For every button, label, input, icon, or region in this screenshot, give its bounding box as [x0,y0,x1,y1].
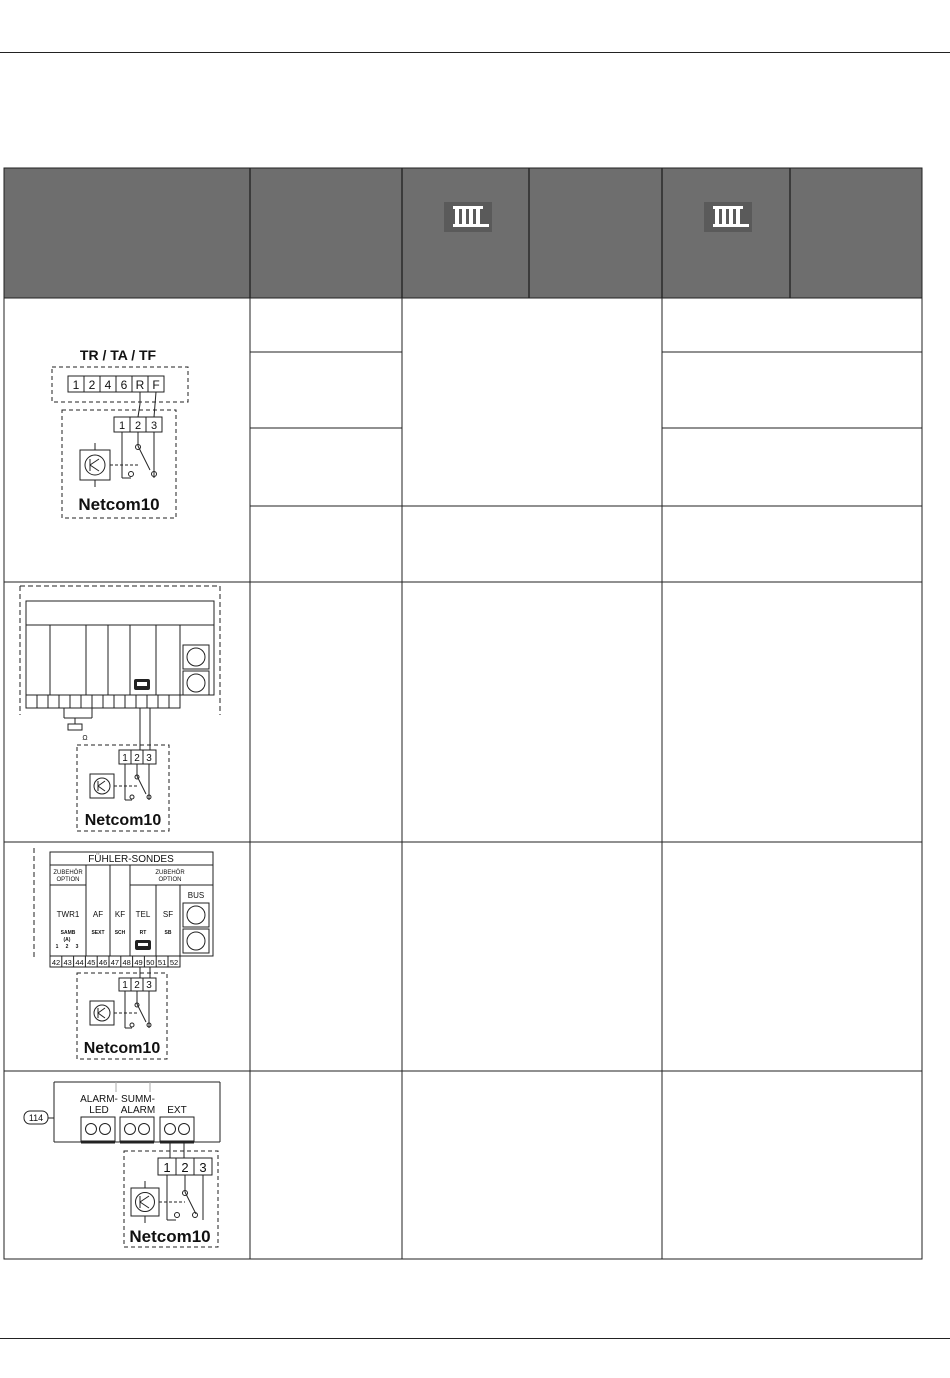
terminal-number: 52 [169,958,179,967]
sensor-sub-label: 3 [75,944,79,950]
terminal-label: 1 [72,378,80,392]
socket-icon [183,903,209,953]
terminal-label: 3 [199,1160,207,1175]
terminal-label: 1 [163,1160,171,1175]
sensor-sub-label: SCH [114,930,126,936]
module-name: Netcom10 [129,1227,211,1246]
sensor-sub-label: RT [139,930,147,936]
terminal-number: 51 [157,958,167,967]
terminal-number: 45 [87,958,96,967]
module-name: Netcom10 [84,812,162,829]
terminal-number: 49 [134,958,143,967]
terminal-number: 43 [63,958,72,967]
terminal-label: 3 [150,420,158,432]
bus-label: BUS [187,891,205,900]
sensor-column-label: KF [114,910,126,919]
terminal-label: 3 [146,753,152,764]
terminal-label: R [135,378,145,392]
alarm-led-label: LED [89,1105,109,1116]
terminal-label: 2 [181,1160,189,1175]
terminal-label: 4 [104,378,112,392]
terminal-label: 1 [118,420,126,432]
radiator-icon [444,202,492,232]
wiring-diagram-control-unit [20,586,220,831]
module-name: Netcom10 [78,495,160,514]
telephone-icon [135,940,151,950]
option-label: OPTION [158,877,182,883]
reference-number: 114 [28,1113,44,1123]
radiator-icon [704,202,752,232]
diagram-title: TR / TA / TF [79,347,157,363]
sensor-header: FÜHLER-SONDES [88,854,174,865]
sensor-column-label: SF [162,910,174,919]
terminal-label: 2 [134,420,142,432]
resistor-label: Ω [82,735,88,742]
option-label: ZUBEHÖR [155,870,185,876]
wiring-diagram-alarm [24,1082,220,1247]
terminal-label: 6 [120,378,128,392]
summ-alarm-label: SUMM- [121,1094,155,1105]
socket-icon [183,645,209,695]
terminal-label: 2 [134,980,140,991]
terminal-label: 3 [146,980,152,991]
terminal-number: 48 [122,958,131,967]
sensor-sub-label: 1 [55,944,59,950]
sensor-column-label: AF [92,910,104,919]
terminal-number: 50 [146,958,155,967]
wiring-diagram-thermostat [52,347,188,518]
alarm-led-label: ALARM- [80,1094,118,1105]
wiring-diagram-sensor-terminals [34,848,213,1059]
terminal-label: 2 [88,378,96,392]
terminal-number: 47 [110,958,120,967]
ext-label: EXT [167,1105,187,1116]
sensor-sub-label: (A) [63,937,71,943]
terminal-label: F [152,378,160,392]
sensor-sub-label: 2 [65,944,69,950]
terminal-number: 46 [98,958,108,967]
terminal-label: 1 [122,980,128,991]
module-name: Netcom10 [83,1040,161,1057]
telephone-icon [134,679,150,690]
terminal-label: 2 [134,753,140,764]
terminal-number: 44 [75,958,84,967]
sensor-sub-label: SEXT [91,930,105,936]
summ-alarm-label: ALARM [120,1105,156,1116]
sensor-sub-label: SAMB [60,930,76,936]
sensor-column-label: TEL [135,910,151,919]
option-label: OPTION [56,877,80,883]
terminal-number: 42 [51,958,61,967]
table-header [4,168,922,298]
option-label: ZUBEHÖR [53,870,83,876]
sensor-sub-label: SB [164,930,172,936]
sensor-column-label: TWR1 [56,910,80,919]
terminal-label: 1 [122,753,128,764]
